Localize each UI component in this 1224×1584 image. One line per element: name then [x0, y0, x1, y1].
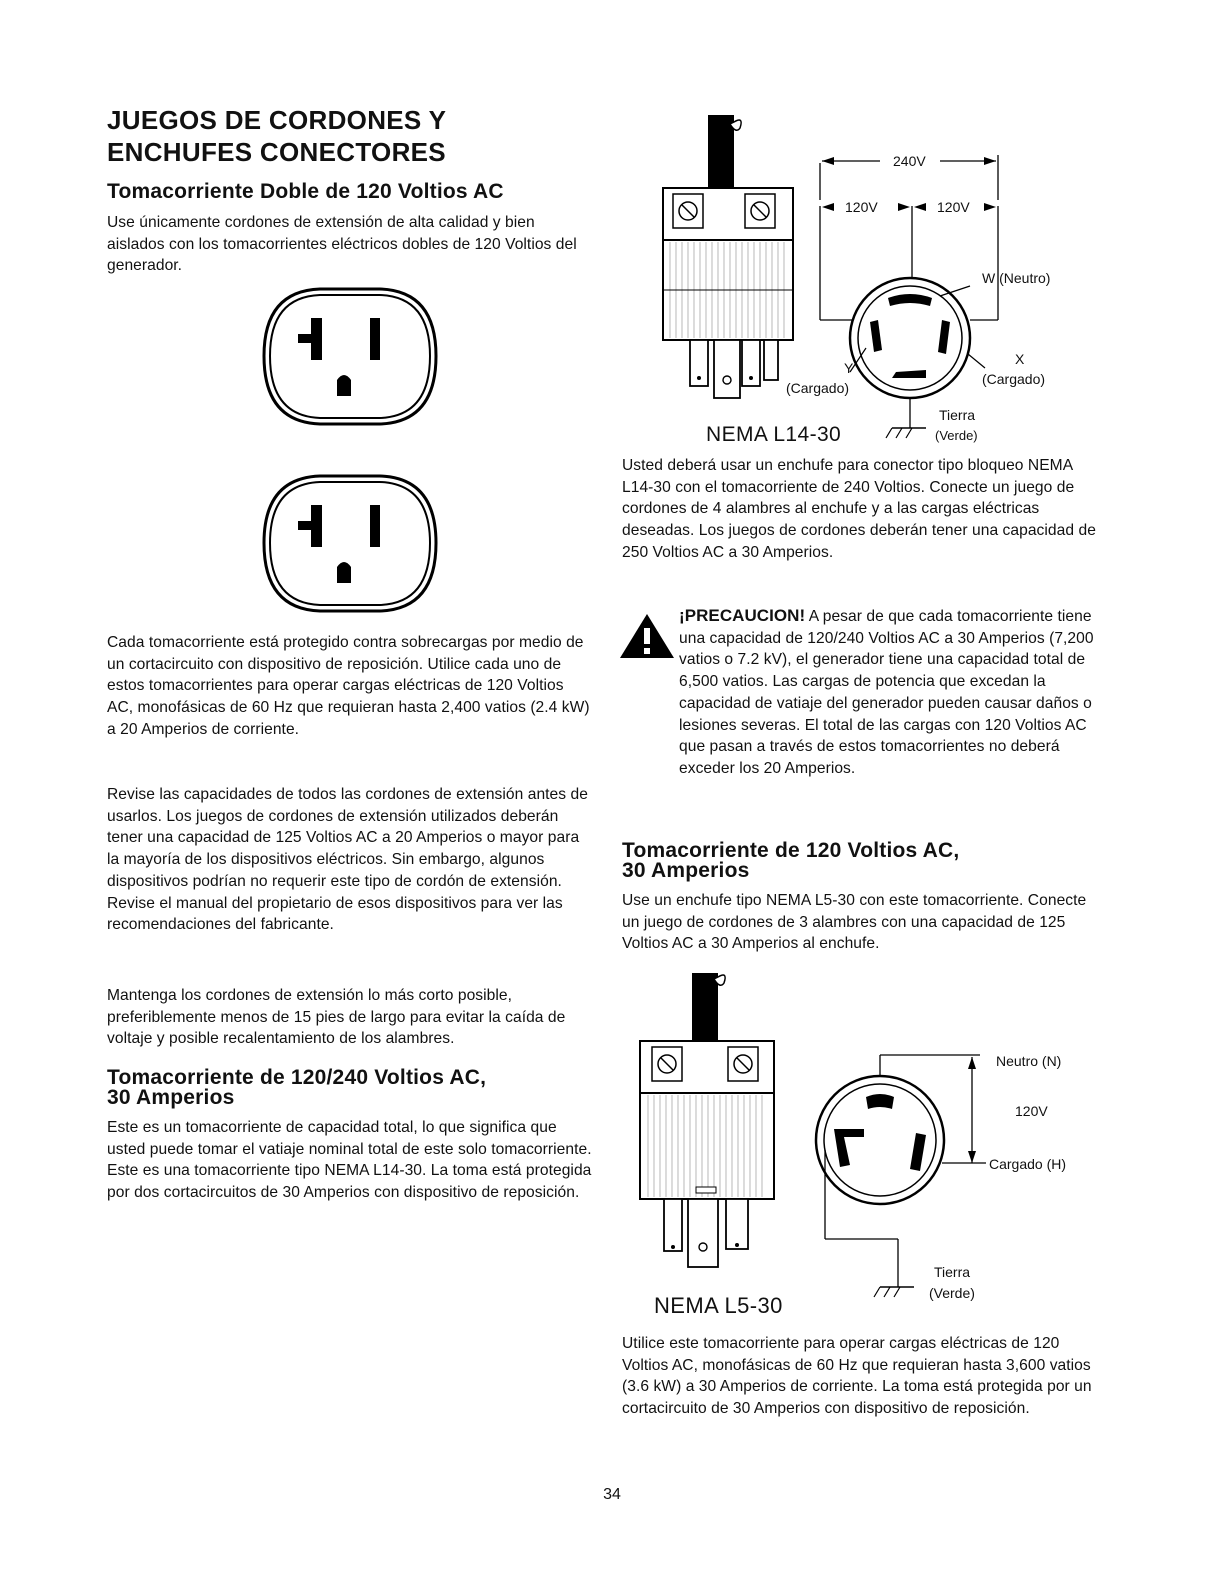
page-title-line1: JUEGOS DE CORDONES Y — [107, 105, 447, 135]
paragraph-full-capacity: Este es un tomacorriente de capacidad total, lo que significa que usted puede tomar el vatiaje nominal total de este solo tomacorriente. Este es una tomacorriente tipo NEMA L14-30. La toma está protegida por dos cortacircuitos de 30 Amperios con dispositivo de reposición. — [107, 1119, 592, 1202]
label-verde-1: (Verde) — [935, 428, 978, 443]
section-heading-120-240v-line2: 30 Amperios — [107, 1086, 235, 1109]
outlet-face-bottom — [264, 476, 436, 611]
section-heading-120-240v — [107, 1068, 486, 1108]
page-title — [107, 104, 587, 168]
caption-nema-l5-30: NEMA L5-30 — [654, 1293, 783, 1318]
section-heading-duplex-120v: Tomacorriente Doble de 120 Voltios AC — [107, 180, 504, 203]
paragraph-duplex-protection: Cada tomacorriente está protegido contra sobrecargas por medio de un cortacircuito con dispositivo de reposición. Utilice cada uno de estos tomacorrientes para operar cargas eléctricas de 120 Voltios AC, monofásicas de 60 Hz que requieran hasta 2,400 vatios (2.4 kW) a 20 Amperios de corriente. — [107, 634, 590, 738]
paragraph-duplex-intro: Use únicamente cordones de extensión de alta calidad y bien aislados con los tomacorrientes eléctricos dobles de 120 Voltios del generador. — [107, 214, 577, 275]
label-tierra-1: Tierra — [939, 407, 976, 423]
warning-block — [679, 605, 1109, 780]
caption-nema-l14-30: NEMA L14-30 — [706, 423, 842, 446]
label-neutro-n: Neutro (N) — [996, 1053, 1062, 1069]
page-number: 34 — [603, 1486, 621, 1503]
label-y: Y — [844, 360, 854, 376]
label-240v: 240V — [889, 153, 930, 169]
label-cargado-h: Cargado (H) — [989, 1156, 1067, 1172]
section-heading-120-240v-line1: Tomacorriente de 120/240 Voltios AC, — [107, 1066, 487, 1089]
paragraph-cord-length: Mantenga los cordones de extensión lo más corto posible, preferiblemente menos de 15 pies de largo para evitar la caída de voltaje y posible recalentamiento de los alambres. — [107, 987, 566, 1048]
label-120v-right: 120V — [937, 199, 970, 215]
label-120v-l5: 120V — [1015, 1103, 1048, 1119]
section-heading-120v-30a — [622, 841, 959, 881]
label-120v-left: 120V — [845, 199, 878, 215]
label-tierra-2: Tierra — [934, 1264, 971, 1280]
label-x: X — [1015, 351, 1025, 367]
duplex-outlet-illustration — [262, 286, 442, 616]
label-w-neutro: W (Neutro) — [982, 270, 1051, 286]
label-y-cargado: (Cargado) — [786, 380, 850, 396]
warning-icon — [618, 612, 676, 660]
paragraph-l5-30-intro: Use un enchufe tipo NEMA L5-30 con este tomacorriente. Conecte un juego de cordones de 3 alambres con una capacidad de 125 Voltios AC a 30 Amperios al enchufe. — [622, 892, 1087, 953]
label-x-cargado: (Cargado) — [982, 371, 1046, 387]
paragraph-l14-30: Usted deberá usar un enchufe para conector tipo bloqueo NEMA L14-30 con el tomacorriente de 240 Voltios. Conecte un juego de cordones de 4 alambres al enchufe y a las cargas eléctricas deseadas. Los juegos de cordones deberán tener una capacidad de 250 Voltios AC a 30 Amperios. — [622, 457, 1096, 561]
section-heading-120v-30a-line2: 30 Amperios — [622, 859, 750, 882]
outlet-face-top — [264, 289, 436, 424]
warning-text: A pesar de que cada tomacorriente tiene una capacidad de 120/240 Voltios AC a 30 Amperios (7,200 vatios o 7.2 kV), el generador tiene una capacidad total de 6,500 vatios. Las cargas de potencia que excedan la capacidad de vatiaje del generador pueden causar daños o lesiones severas. El total de las cargas con 120 Voltios AC que pasan a través de estos tomacorrientes no deberá exceder los 20 Amperios. — [679, 608, 1094, 777]
page-title-line2: ENCHUFES CONECTORES — [107, 137, 446, 167]
nema-l5-30-diagram — [630, 965, 1050, 1310]
warning-title: ¡PRECAUCION! — [679, 606, 806, 625]
section-heading-120v-30a-line1: Tomacorriente de 120 Voltios AC, — [622, 839, 960, 862]
paragraph-l5-30-usage: Utilice este tomacorriente para operar cargas eléctricas de 120 Voltios AC, monofásicas de 60 Hz que requieran hasta 3,600 vatios (3.6 kW) a 30 Amperios de corriente. La toma está protegida por un cortacircuito de 30 Amperios con dispositivo de reposición. — [622, 1335, 1092, 1418]
label-verde-2: (Verde) — [929, 1285, 975, 1301]
paragraph-cord-ratings: Revise las capacidades de todos las cordones de extensión antes de usarlos. Los juegos de cordones de extensión utilizados deberán tener una capacidad de 125 Voltios AC a 20 Amperios o mayor para la mayoría de los dispositivos eléctricos. Sin embargo, algunos dispositivos podrían no requerir este tipo de cordón de extensión. Revise el manual del propietario de esos dispositivos para ver las recomendaciones del fabricante. — [107, 786, 588, 934]
